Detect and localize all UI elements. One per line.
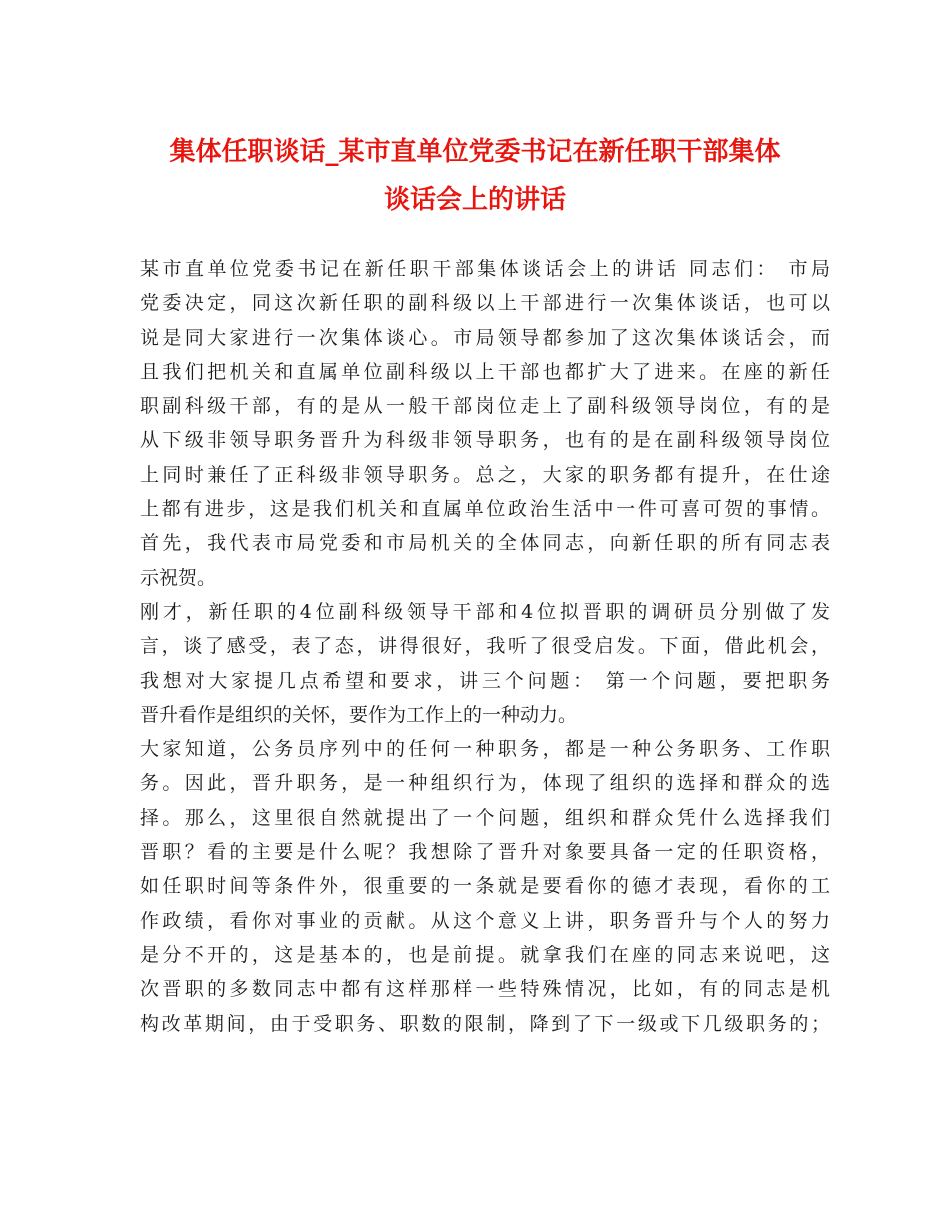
text-line: 构改革期间，由于受职务、职数的限制，降到了下一级或下几级职务的； [140,1012,830,1035]
text-line: 大家知道，公务员序列中的任何一种职务，都是一种公务职务、工作职 [140,738,830,761]
paragraph [140,252,830,595]
title-line-2: 谈话会上的讲话 [383,185,566,215]
text-line: 党委决定，同这次新任职的副科级以上干部进行一次集体谈话，也可以 [140,292,830,315]
text-line: 晋升看作是组织的关怀，要作为工作上的一种动力。 [140,703,578,726]
text-line: 刚才，新任职的4位副科级领导干部和4位拟晋职的调研员分别做了发 [140,600,830,623]
text-line: 上都有进步，这是我们机关和直属单位政治生活中一件可喜可贺的事情。 [140,498,830,521]
text-line: 示祝贺。 [140,566,217,589]
text-line: 说是同大家进行一次集体谈心。市局领导都参加了这次集体谈话会，而 [140,326,830,349]
text-line: 我想对大家提几点希望和要求，讲三个问题： 第一个问题，要把职务 [140,669,830,692]
text-line: 从下级非领导职务晋升为科级非领导职务，也有的是在副科级领导岗位 [140,429,830,452]
title-line-1: 集体任职谈话_某市直单位党委书记在新任职干部集体 [169,137,781,167]
text-line: 次晋职的多数同志中都有这样那样一些特殊情况，比如，有的同志是机 [140,978,830,1001]
text-line: 职副科级干部，有的是从一般干部岗位走上了副科级领导岗位，有的是 [140,395,830,418]
paragraph [140,732,830,1041]
text-line: 某市直单位党委书记在新任职干部集体谈话会上的讲话 同志们： 市局 [140,258,830,280]
paragraph [140,595,830,732]
text-line: 且我们把机关和直属单位副科级以上干部也都扩大了进来。在座的新任 [140,360,830,383]
text-line: 是分不开的，这是基本的，也是前提。就拿我们在座的同志来说吧，这 [140,943,830,966]
document-title [120,128,830,224]
text-line: 作政绩，看你对事业的贡献。从这个意义上讲，职务晋升与个人的努力 [140,909,830,932]
text-line: 如任职时间等条件外，很重要的一条就是要看你的德才表现，看你的工 [140,875,830,898]
text-line: 晋职？看的主要是什么呢？我想除了晋升对象要具备一定的任职资格， [140,841,830,864]
document-body [140,252,830,1041]
text-line: 务。因此，晋升职务，是一种组织行为，体现了组织的选择和群众的选 [140,772,830,795]
text-line: 择。那么，这里很自然就提出了一个问题，组织和群众凭什么选择我们 [140,806,830,829]
text-line: 上同时兼任了正科级非领导职务。总之，大家的职务都有提升，在仕途 [140,463,830,486]
text-line: 言，谈了感受，表了态，讲得很好，我听了很受启发。下面，借此机会， [140,635,830,658]
text-line: 首先，我代表市局党委和市局机关的全体同志，向新任职的所有同志表 [140,532,830,555]
